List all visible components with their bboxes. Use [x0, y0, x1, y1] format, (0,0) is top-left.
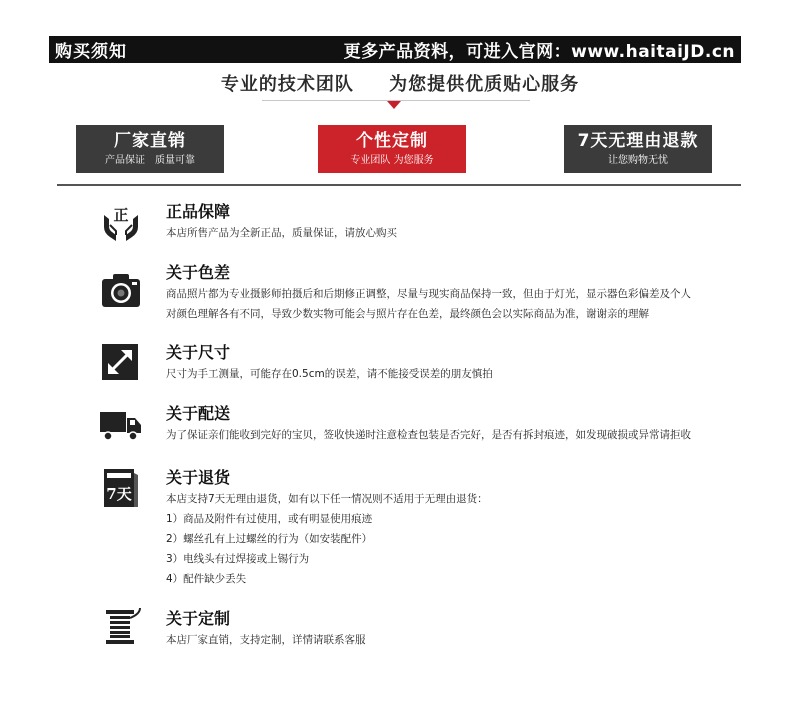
section-title: 关于配送: [166, 404, 231, 423]
section-line: 4）配件缺少丢失: [166, 573, 247, 585]
section-line: 尺寸为手工测量，可能存在0.5cm的误差，请不能接受误差的朋友慎拍: [166, 368, 493, 380]
genuine-hands-icon: [100, 201, 142, 243]
section-line: 3）电线头有过焊接或上锡行为: [166, 553, 310, 565]
section-body: [166, 489, 488, 589]
purchase-notice-title: 购买须知: [55, 42, 127, 62]
slogan-left: 专业的技术团队: [220, 74, 354, 95]
delivery-truck-icon: [100, 406, 142, 448]
feature-7-day-refund: [564, 125, 712, 173]
feature-subtitle: 产品保证 质量可靠: [105, 155, 195, 166]
feature-title: 厂家直销: [114, 131, 186, 151]
section-body: [166, 364, 493, 384]
divider: [57, 184, 741, 186]
section-line: 2）螺丝孔有上过螺丝的行为（如安装配件）: [166, 533, 373, 545]
section-body: [166, 630, 366, 650]
feature-subtitle: 专业团队 为您服务: [350, 155, 434, 166]
section-body: [166, 284, 691, 324]
feature-title: 个性定制: [356, 131, 428, 151]
calendar-icon-text: 7天: [106, 485, 132, 503]
section-body: [166, 425, 691, 445]
section-line: 1）商品及附件有过使用，或有明显使用痕迹: [166, 513, 373, 525]
section-title: 关于定制: [166, 609, 231, 628]
official-site-text: 更多产品资料，可进入官网：www.haitaiJD.cn: [343, 42, 735, 62]
section-title: 正品保障: [166, 202, 231, 221]
feature-custom: [318, 125, 466, 173]
section-line: 商品照片都为专业摄影师拍摄后和后期修正调整，尽量与现实商品保持一致，但由于灯光，显示器色彩偏差及个人: [166, 288, 691, 300]
feature-subtitle: 让您购物无忧: [608, 155, 668, 166]
calendar-7-days-icon: [100, 467, 142, 509]
section-line: 本店厂家直销，支持定制，详情请联系客服: [166, 634, 366, 646]
top-bar: [49, 36, 741, 63]
slogan: [0, 70, 800, 96]
section-title: 关于色差: [166, 263, 231, 282]
camera-icon: [100, 269, 142, 311]
section-line: 本店支持7天无理由退货，如有以下任一情况则不适用于无理由退货：: [166, 493, 488, 505]
section-body: [166, 223, 397, 243]
section-title: 关于尺寸: [166, 343, 231, 362]
section-line: 为了保证亲们能收到完好的宝贝，签收快递时注意检查包装是否完好，是否有拆封痕迹，如发现破损或异常请拒收: [166, 429, 691, 441]
slogan-right: 为您提供优质贴心服务: [389, 74, 580, 95]
section-title: 关于退货: [166, 468, 231, 487]
resize-arrow-icon: [100, 342, 142, 384]
slogan-triangle-icon: [387, 101, 401, 109]
feature-title: 7天无理由退款: [577, 131, 699, 151]
genuine-icon-text: 正: [113, 206, 129, 224]
section-line: 本店所售产品为全新正品，质量保证，请放心购买: [166, 227, 397, 239]
section-line: 对颜色理解各有不同，导致少数实物可能会与照片存在色差，最终颜色会以实际商品为准，谢谢亲的理解: [166, 308, 649, 320]
feature-direct-sale: [76, 125, 224, 173]
thread-spool-icon: [100, 606, 142, 648]
